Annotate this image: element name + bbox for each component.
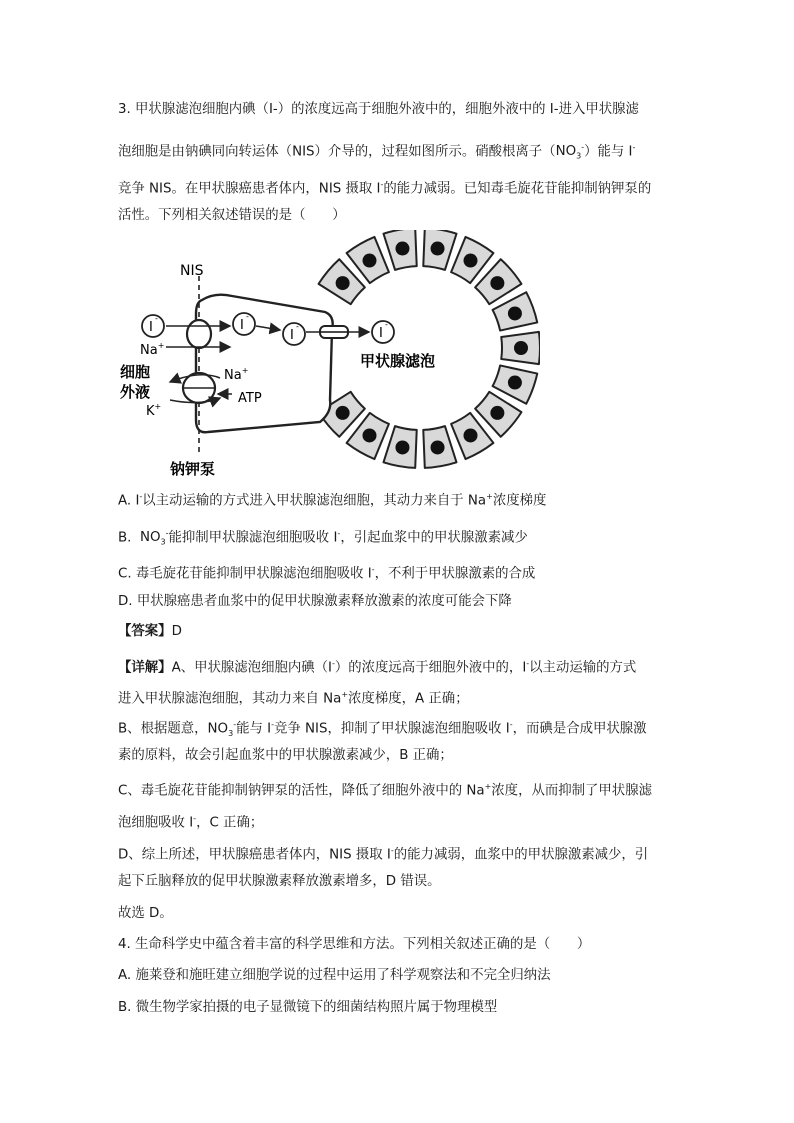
cell-nucleus	[395, 242, 409, 256]
iodide-sup: -	[139, 492, 143, 501]
iodide-sup: -	[632, 143, 636, 152]
option-b-mid: 能抑制甲状腺滤泡细胞吸收 I	[168, 530, 338, 546]
cell-nucleus	[464, 254, 478, 268]
answer-label: 【答案】	[118, 624, 172, 639]
explain-3b: 能与 I	[236, 721, 272, 737]
option-b-post: ，引起血浆中的甲状腺激素减少	[340, 530, 528, 546]
svg-text:-: -	[296, 322, 299, 331]
atp-label: ATP	[238, 391, 262, 406]
iodide-sup: -	[337, 529, 341, 538]
explain-7a: D、综上所述，甲状腺癌患者体内，NIS 摄取 I	[118, 847, 391, 863]
cell-nucleus	[508, 376, 522, 390]
q3-stem-text-b: ）能与 I	[584, 144, 633, 160]
svg-text:I: I	[240, 318, 244, 333]
nitrate-sup: -	[233, 720, 237, 729]
explain-line-3	[118, 716, 647, 743]
explain-3d: ，而碘是合成甲状腺激	[512, 721, 647, 737]
iodide-ion-outside	[142, 314, 164, 337]
svg-text:I: I	[290, 328, 294, 343]
explain-5b: 浓度，从而抑制了甲状腺滤	[491, 783, 652, 799]
ecf-label-top: 细胞	[120, 363, 151, 381]
nitrate-sup: -	[165, 529, 169, 538]
explain-label: 【详解】	[118, 660, 172, 676]
explain-2a: 进入甲状腺滤泡细胞，其动力来自 Na	[118, 691, 342, 707]
nis-label: NIS	[180, 263, 204, 279]
explain-line-6	[118, 810, 263, 832]
iodide-sup: -	[526, 659, 530, 668]
nitrate-formula	[139, 529, 169, 548]
q3-option-a	[118, 488, 546, 510]
q3-stem-line-2	[118, 139, 635, 166]
pump-label: 钠钾泵	[170, 460, 216, 478]
q3-stem-text: 泡细胞是由钠碘同向转运体（NIS）介导的，过程如图所示。硝酸根离子（	[118, 144, 556, 160]
iodide-sup: -	[371, 565, 375, 574]
explain-line-4: 素的原料，故会引起血浆中的甲状腺激素减少，B 正确；	[118, 748, 453, 763]
iodide-sup: -	[271, 720, 274, 729]
option-c-post: ，不利于甲状腺激素的合成	[374, 566, 536, 582]
svg-text:I: I	[149, 320, 153, 335]
explain-line-2	[118, 686, 469, 708]
q3-answer	[118, 623, 182, 641]
explain-5a: C、毒毛旋花苷能抑制钠钾泵的活性，降低了细胞外液中的 Na	[118, 783, 485, 799]
nis-transporter	[187, 320, 211, 348]
cell-nucleus	[464, 428, 478, 442]
svg-text:-: -	[385, 320, 388, 329]
explain-line-1	[118, 655, 636, 677]
svg-text:I: I	[379, 326, 383, 341]
iodide-sup: -	[331, 659, 335, 668]
q3-stem-text-d: 的能力减弱。已知毒毛旋花苷能抑制钠钾泵的	[383, 181, 652, 197]
cell-nucleus	[490, 406, 504, 420]
q3-stem-text-c: 竞争 NIS。在甲状腺癌患者体内，NIS 摄取 I	[118, 181, 381, 197]
explain-6a: 泡细胞吸收 I	[118, 815, 194, 831]
q3-stem-line-4: 活性。下列相关叙述错误的是（ ）	[118, 208, 346, 223]
explain-1a: A、甲状腺滤泡细胞内碘（I	[171, 660, 332, 676]
nitrate-symbol: NO	[139, 530, 161, 546]
explain-3c: 竞争 NIS，抑制了甲状腺滤泡细胞吸收 I	[273, 721, 510, 737]
follicle-label: 甲状腺滤泡	[360, 352, 436, 370]
explain-1b: ）的浓度远高于细胞外液中的，I	[334, 660, 527, 676]
explain-line-5	[118, 778, 652, 800]
cell-nucleus	[431, 242, 445, 256]
nitrate-sup: -	[581, 143, 585, 152]
nitrate-sub: 3	[576, 152, 582, 162]
cell-nucleus	[336, 276, 350, 290]
cell-nucleus	[490, 276, 504, 290]
svg-text:-: -	[155, 314, 158, 323]
explain-2b: 浓度梯度，A 正确；	[348, 691, 469, 707]
answer-value: D	[171, 624, 182, 639]
nitrate-symbol: NO	[555, 144, 577, 160]
q4-option-b: B. 微生物学家拍摄的电子显微镜下的细菌结构照片属于物理模型	[118, 1000, 498, 1015]
explain-1c: 以主动运输的方式	[529, 660, 637, 676]
iodide-ion-near-membrane	[283, 322, 305, 345]
option-a-post: 浓度梯度	[492, 493, 547, 509]
iodide-sup: -	[509, 720, 513, 729]
q3-option-b	[118, 525, 528, 552]
explain-3a: B、根据题意，NO	[118, 721, 229, 737]
sodium-sup: +	[484, 782, 492, 791]
cell-nucleus	[508, 306, 522, 320]
explain-6b: ，C 正确；	[196, 815, 264, 831]
iodide-sup: -	[380, 180, 384, 189]
cell-nucleus	[395, 440, 409, 454]
follicle-cells	[319, 230, 540, 468]
explain-line-9: 故选 D。	[118, 906, 173, 921]
nitrate-sub: 3	[160, 538, 166, 548]
na-pump-label: Na+	[224, 366, 249, 383]
thyroid-follicle-diagram	[120, 230, 540, 480]
nitrate-formula	[555, 143, 585, 162]
cell-nucleus	[514, 341, 528, 355]
q3-stem-line-1: 3. 甲状腺滤泡细胞内碘（I-）的浓度远高于细胞外液中的，细胞外液中的 I-进入甲状腺滤	[118, 102, 639, 117]
iodide-ion-in-cell	[233, 312, 255, 335]
q3-option-c	[118, 561, 535, 583]
q4-option-a: A. 施莱登和施旺建立细胞学说的过程中运用了科学观察法和不完全归纳法	[118, 968, 551, 983]
q4-stem: 4. 生命科学史中蕴含着丰富的科学思维和方法。下列相关叙述正确的是（ ）	[118, 937, 591, 952]
sodium-sup: +	[486, 492, 493, 501]
cell-nucleus	[363, 254, 377, 268]
option-a-pre: A. I	[118, 493, 140, 509]
iodide-sup: -	[193, 814, 197, 823]
q3-option-d: D. 甲状腺癌患者血浆中的促甲状腺激素释放激素的浓度可能会下降	[118, 594, 512, 609]
explain-line-7	[118, 842, 648, 864]
option-b-pre: B.	[118, 530, 132, 546]
cell-nucleus	[336, 406, 350, 420]
option-a-mid: 以主动运输的方式进入甲状腺滤泡细胞，其动力来自于 Na	[142, 493, 487, 509]
cell-nucleus	[363, 428, 377, 442]
iodide-ion-in-follicle	[372, 320, 394, 343]
cell-nucleus	[431, 440, 445, 454]
explain-7b: 的能力减弱，血浆中的甲状腺激素减少，引	[393, 847, 649, 863]
sodium-sup: +	[341, 690, 349, 699]
thyroid-cell	[196, 295, 333, 433]
q3-stem-line-3	[118, 176, 651, 198]
svg-text:-: -	[246, 312, 249, 321]
na-label: Na+	[140, 341, 165, 358]
k-label: K+	[146, 402, 162, 419]
option-c-pre: C. 毒毛旋花苷能抑制甲状腺滤泡细胞吸收 I	[118, 566, 372, 582]
ecf-label-bottom: 外液	[120, 383, 151, 401]
explain-line-8: 起下丘脑释放的促甲状腺激素释放激素增多，D 错误。	[118, 874, 441, 889]
nitrate-sub: 3	[228, 729, 234, 739]
iodide-sup: -	[390, 846, 394, 855]
